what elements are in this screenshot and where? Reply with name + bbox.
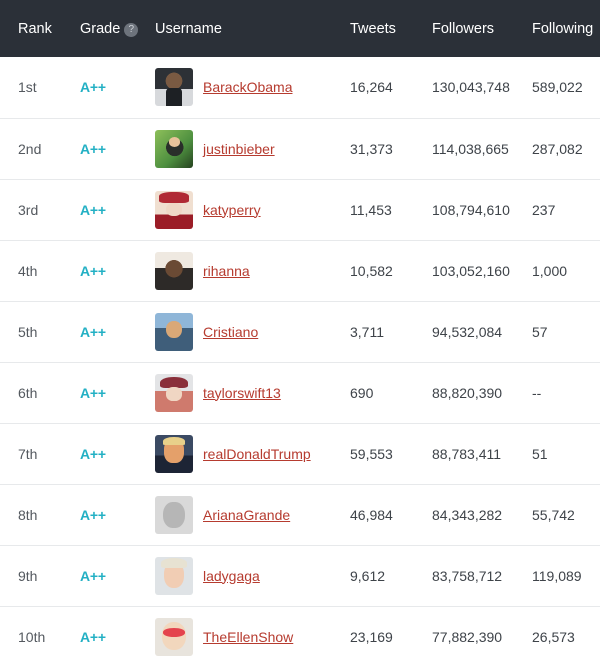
following-count: -- bbox=[532, 384, 542, 401]
username-link[interactable]: ladygaga bbox=[203, 567, 260, 584]
column-header-username[interactable] bbox=[155, 0, 350, 57]
user-wrapper bbox=[155, 191, 350, 229]
user-wrapper bbox=[155, 557, 350, 595]
username-cell bbox=[155, 606, 350, 667]
table-row[interactable] bbox=[0, 545, 600, 606]
username-link[interactable]: realDonaldTrump bbox=[203, 445, 311, 462]
user-wrapper bbox=[155, 68, 350, 106]
username-cell bbox=[155, 240, 350, 301]
username-cell bbox=[155, 545, 350, 606]
username-link[interactable]: Cristiano bbox=[203, 323, 259, 340]
username-link[interactable]: TheEllenShow bbox=[203, 628, 294, 645]
rank-cell: 1st bbox=[18, 79, 37, 96]
followers-count: 94,532,084 bbox=[432, 323, 503, 340]
username-cell bbox=[155, 301, 350, 362]
avatar[interactable] bbox=[155, 374, 193, 412]
table-row[interactable] bbox=[0, 423, 600, 484]
followers-count: 108,794,610 bbox=[432, 201, 510, 218]
tweets-count: 690 bbox=[350, 384, 374, 401]
following-count: 51 bbox=[532, 445, 548, 462]
username-cell bbox=[155, 423, 350, 484]
username-link[interactable]: katyperry bbox=[203, 201, 261, 218]
grade-badge: A++ bbox=[80, 201, 106, 218]
column-header-following[interactable] bbox=[532, 0, 600, 57]
avatar[interactable] bbox=[155, 618, 193, 656]
following-count: 237 bbox=[532, 201, 556, 218]
followers-count: 88,783,411 bbox=[432, 445, 502, 462]
followers-count: 114,038,665 bbox=[432, 140, 509, 157]
username-cell bbox=[155, 57, 350, 118]
avatar[interactable] bbox=[155, 130, 193, 168]
column-header-tweets-label: Tweets bbox=[350, 20, 396, 37]
username-link[interactable]: BarackObama bbox=[203, 79, 293, 96]
table-row[interactable] bbox=[0, 301, 600, 362]
username-link[interactable]: taylorswift13 bbox=[203, 384, 281, 401]
grade-badge: A++ bbox=[80, 323, 106, 340]
following-count: 287,082 bbox=[532, 140, 583, 157]
username-cell bbox=[155, 118, 350, 179]
column-header-followers[interactable] bbox=[432, 0, 532, 57]
avatar[interactable] bbox=[155, 191, 193, 229]
column-header-rank-label: Rank bbox=[18, 20, 52, 37]
table-row[interactable] bbox=[0, 362, 600, 423]
user-wrapper bbox=[155, 252, 350, 290]
avatar[interactable] bbox=[155, 68, 193, 106]
avatar[interactable] bbox=[155, 557, 193, 595]
grade-badge: A++ bbox=[80, 262, 106, 279]
column-header-tweets[interactable] bbox=[350, 0, 432, 57]
followers-count: 84,343,282 bbox=[432, 506, 503, 523]
grade-badge: A++ bbox=[80, 567, 106, 584]
following-count: 589,022 bbox=[532, 79, 583, 96]
user-wrapper bbox=[155, 313, 350, 351]
column-header-grade[interactable] bbox=[80, 0, 155, 57]
tweets-count: 46,984 bbox=[350, 506, 393, 523]
rank-cell: 6th bbox=[18, 384, 38, 401]
following-count: 1,000 bbox=[532, 262, 568, 279]
username-cell bbox=[155, 362, 350, 423]
tweets-count: 11,453 bbox=[350, 201, 392, 218]
user-wrapper bbox=[155, 496, 350, 534]
rank-cell: 4th bbox=[18, 262, 38, 279]
tweets-count: 16,264 bbox=[350, 79, 393, 96]
avatar[interactable] bbox=[155, 252, 193, 290]
followers-count: 103,052,160 bbox=[432, 262, 510, 279]
column-header-grade-label: Grade bbox=[80, 20, 121, 37]
grade-badge: A++ bbox=[80, 445, 106, 462]
tweets-count: 10,582 bbox=[350, 262, 393, 279]
rank-cell: 5th bbox=[18, 323, 38, 340]
rank-cell: 10th bbox=[18, 628, 46, 645]
table-row[interactable] bbox=[0, 118, 600, 179]
grade-badge: A++ bbox=[80, 384, 106, 401]
grade-badge: A++ bbox=[80, 506, 106, 523]
following-count: 119,089 bbox=[532, 567, 582, 584]
column-header-username-label: Username bbox=[155, 20, 222, 37]
table-row[interactable] bbox=[0, 484, 600, 545]
rank-cell: 8th bbox=[18, 506, 38, 523]
tweets-count: 23,169 bbox=[350, 628, 393, 645]
rank-cell: 2nd bbox=[18, 140, 42, 157]
avatar[interactable] bbox=[155, 496, 193, 534]
username-cell bbox=[155, 179, 350, 240]
table-header-row bbox=[0, 0, 600, 57]
username-link[interactable]: justinbieber bbox=[203, 140, 275, 157]
table-row[interactable] bbox=[0, 606, 600, 667]
rank-cell: 3rd bbox=[18, 201, 39, 218]
user-wrapper bbox=[155, 435, 350, 473]
column-header-following-label: Following bbox=[532, 20, 594, 37]
user-wrapper bbox=[155, 374, 350, 412]
tweets-count: 59,553 bbox=[350, 445, 393, 462]
username-cell bbox=[155, 484, 350, 545]
avatar[interactable] bbox=[155, 313, 193, 351]
followers-count: 77,882,390 bbox=[432, 628, 503, 645]
table-body bbox=[0, 57, 600, 667]
tweets-count: 3,711 bbox=[350, 323, 384, 340]
username-link[interactable]: ArianaGrande bbox=[203, 506, 291, 523]
grade-badge: A++ bbox=[80, 79, 106, 96]
table-row[interactable] bbox=[0, 240, 600, 301]
following-count: 57 bbox=[532, 323, 548, 340]
followers-count: 88,820,390 bbox=[432, 384, 503, 401]
grade-badge: A++ bbox=[80, 628, 106, 645]
table-row[interactable] bbox=[0, 57, 600, 118]
tweets-count: 9,612 bbox=[350, 567, 386, 584]
following-count: 55,742 bbox=[532, 506, 575, 523]
user-wrapper bbox=[155, 618, 350, 656]
grade-badge: A++ bbox=[80, 140, 106, 157]
column-header-rank[interactable] bbox=[0, 0, 80, 57]
followers-count: 130,043,748 bbox=[432, 79, 510, 96]
column-header-followers-label: Followers bbox=[432, 20, 495, 37]
followers-count: 83,758,712 bbox=[432, 567, 503, 584]
user-wrapper bbox=[155, 130, 350, 168]
help-icon[interactable]: ? bbox=[124, 23, 138, 37]
table-row[interactable] bbox=[0, 179, 600, 240]
table-header bbox=[0, 0, 600, 57]
avatar[interactable] bbox=[155, 435, 193, 473]
following-count: 26,573 bbox=[532, 628, 575, 645]
rank-cell: 9th bbox=[18, 567, 38, 584]
username-link[interactable]: rihanna bbox=[203, 262, 250, 279]
tweets-count: 31,373 bbox=[350, 140, 393, 157]
rank-cell: 7th bbox=[18, 445, 38, 462]
